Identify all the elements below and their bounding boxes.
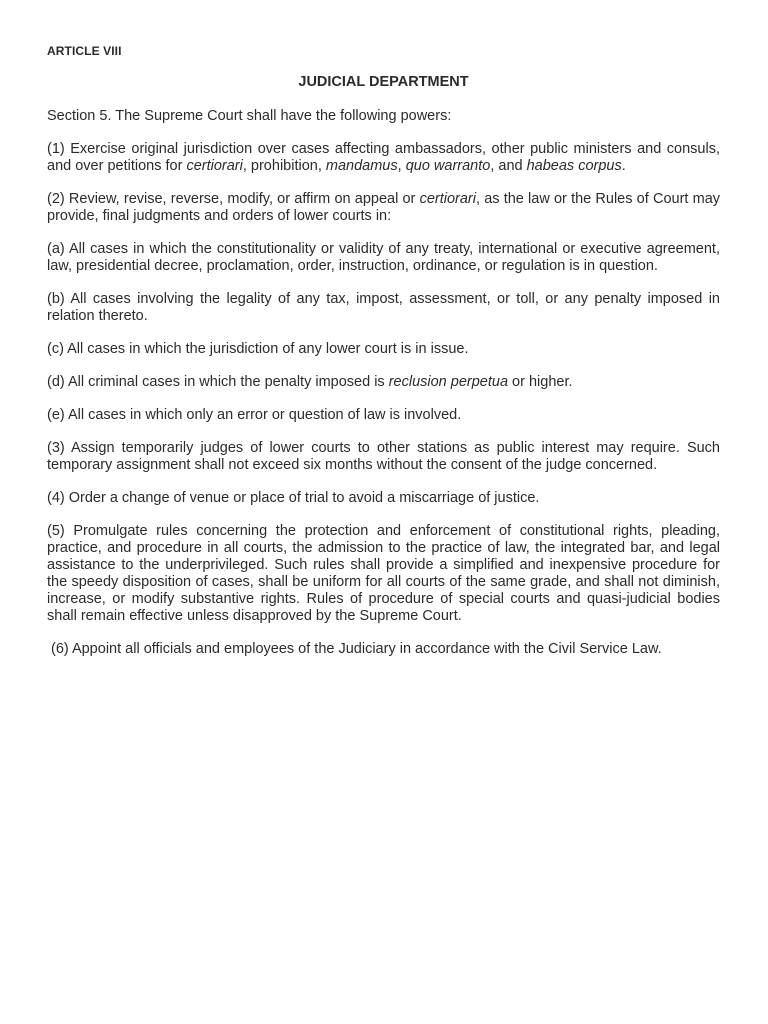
power-2-paragraph: [47, 191, 720, 225]
power-1-term-mandamus: mandamus: [325, 158, 398, 174]
subpower-d-term-reclusion-perpetua: reclusion perpetua: [388, 374, 509, 390]
power-6-paragraph: (6) Appoint all officials and employees of the Judiciary in accordance with the Civil Service Law.: [51, 641, 662, 657]
power-1-text-4: , and: [490, 158, 527, 174]
power-1-paragraph: [47, 141, 720, 175]
subpower-a-paragraph: (a) All cases in which the constitutionality or validity of any treaty, international or executive agreement, law, presidential decree, proclamation, order, instruction, ordinance, or regulation is in question.: [47, 241, 720, 274]
power-1-term-habeas-corpus: habeas corpus: [526, 158, 622, 174]
section-intro: Section 5. The Supreme Court shall have the following powers:: [47, 108, 452, 124]
power-5-paragraph: (5) Promulgate rules concerning the protection and enforcement of constitutional rights, pleading, practice, and procedure in all courts, the admission to the practice of law, the integrated bar, and legal assistance to the underprivileged. Such rules shall provide a simplified and inexpensive procedure for the speedy disposition of cases, shall be uniform for all courts of the same grade, and shall not diminish, increase, or modify substantive rights. Rules of procedure of special courts and quasi-judicial bodies shall remain effective unless disapproved by the Supreme Court.: [47, 523, 720, 624]
power-1-text: (1) Exercise original jurisdiction over cases affecting ambassadors, other public ministers and consuls, and over petitions for: [47, 141, 720, 174]
subpower-d-paragraph: [47, 374, 720, 391]
subpower-d-text-2: or higher.: [508, 374, 573, 390]
power-2-term-certiorari: certiorari: [419, 191, 476, 207]
power-1-text-3: ,: [397, 158, 406, 174]
subpower-c-paragraph: (c) All cases in which the jurisdiction of any lower court is in issue.: [47, 341, 469, 357]
article-label: ARTICLE VIII: [47, 44, 122, 58]
power-1-text-2: , prohibition,: [242, 158, 326, 174]
subpower-e-paragraph: (e) All cases in which only an error or question of law is involved.: [47, 407, 462, 423]
power-2-text-2: , as the law or the Rules of Court may provide, final judgments and orders of lower courts in:: [47, 191, 721, 224]
power-4-paragraph: (4) Order a change of venue or place of trial to avoid a miscarriage of justice.: [47, 490, 540, 506]
power-3-paragraph: (3) Assign temporarily judges of lower courts to other stations as public interest may require. Such temporary assignment shall not exceed six months without the consent of the judge concerned.: [47, 440, 720, 473]
department-title: JUDICIAL DEPARTMENT: [298, 74, 469, 90]
power-1-text-5: .: [621, 158, 626, 174]
power-2-text: (2) Review, revise, reverse, modify, or affirm on appeal or: [47, 191, 420, 207]
document-body: [47, 108, 720, 674]
subpower-b-paragraph: (b) All cases involving the legality of any tax, impost, assessment, or toll, or any penalty imposed in relation thereto.: [47, 291, 720, 324]
power-1-term-quo-warranto: quo warranto: [405, 158, 491, 174]
subpower-d-text: (d) All criminal cases in which the penalty imposed is: [47, 374, 389, 390]
power-1-term-certiorari: certiorari: [186, 158, 243, 174]
